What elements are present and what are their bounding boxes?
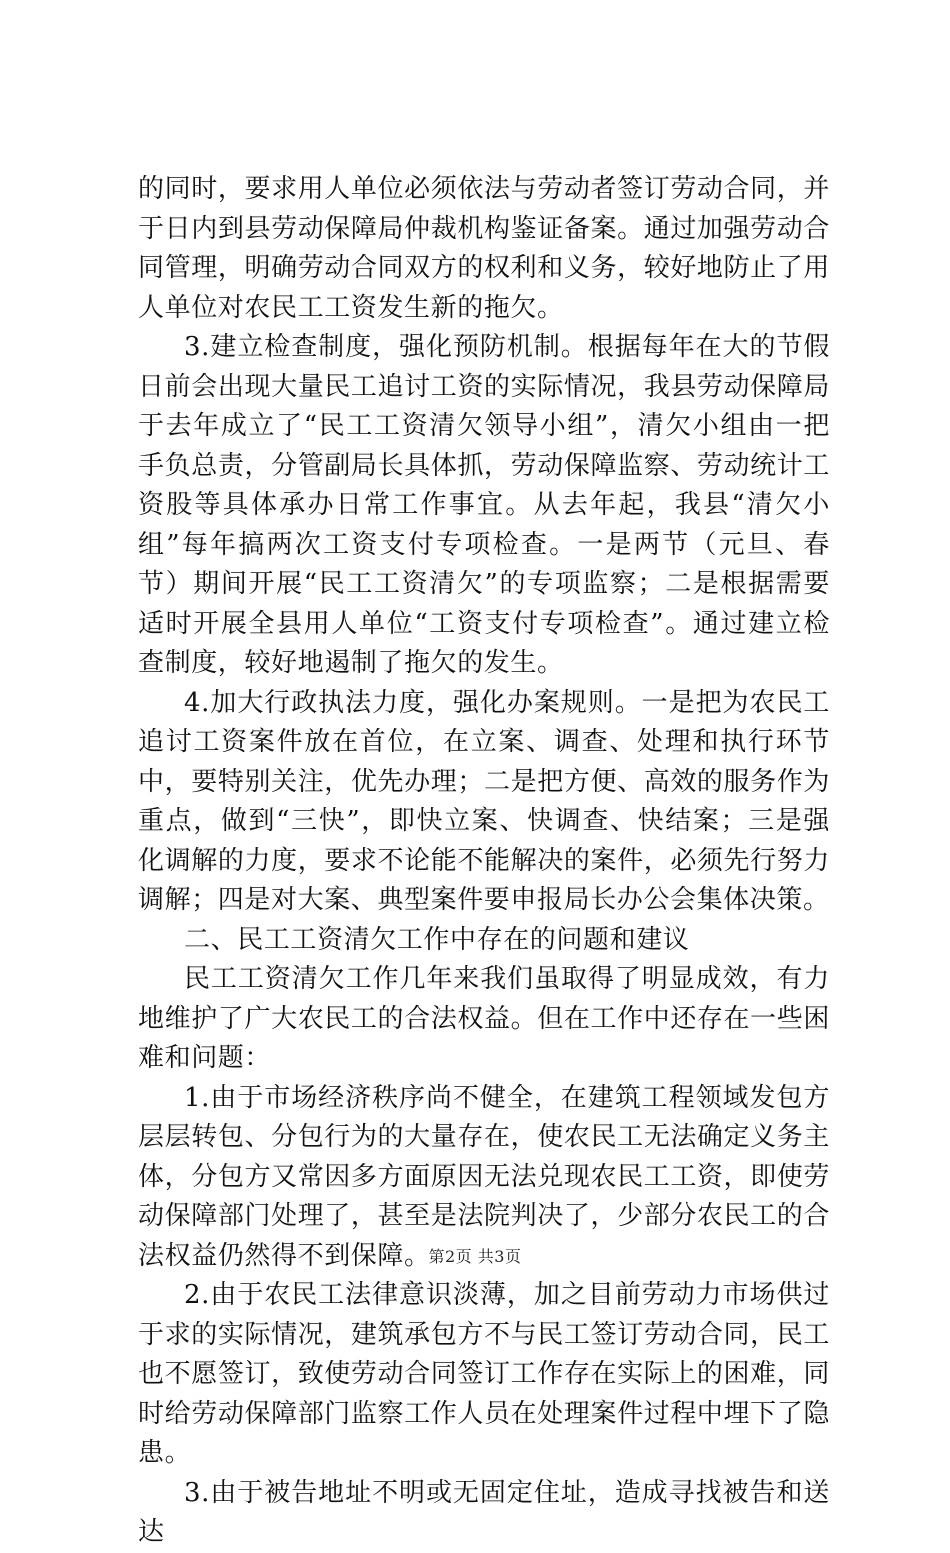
- paragraph-problems-intro: 民工工资清欠工作几年来我们虽取得了明显成效，有力地维护了广大农民工的合法权益。但在工作中还存在一些困难和问题：: [138, 964, 830, 1073]
- paragraph-problem-3: 3.由于被告地址不明或无固定住址，造成寻找被告和送达: [138, 1477, 830, 1547]
- paragraph-inspection-system: 3.建立检查制度，强化预防机制。根据每年在大的节假日前会出现大量民工追讨工资的实际情况，我县劳动保障局于去年成立了“民工工资清欠领导小组”，清欠小组由一把手负总责，分管副局长具体抓，劳动保障监察、劳动统计工资股等具体承办日常工作事宜。从去年起，我县“清欠小组”每年搞两次工资支付专项检查。一是两节（元旦、春节）期间开展“民工工资清欠”的专项监察；二是根据需要适时开展全县用人单位“工资支付专项检查”。通过建立检查制度，较好地遏制了拖欠的发生。: [138, 332, 830, 678]
- document-body: [138, 170, 830, 1553]
- paragraph-contract-management: 的同时，要求用人单位必须依法与劳动者签订劳动合同，并于日内到县劳动保障局仲裁机构鉴证备案。通过加强劳动合同管理，明确劳动合同双方的权利和义务，较好地防止了用人单位对农民工工资发生新的拖欠。: [138, 174, 830, 323]
- section-heading-problems: 二、民工工资清欠工作中存在的问题和建议: [184, 924, 690, 955]
- page-number-footer: 第2页 共3页: [428, 1247, 522, 1266]
- paragraph-law-enforcement: 4.加大行政执法力度，强化办案规则。一是把为农民工追讨工资案件放在首位，在立案、调查、处理和执行环节中，要特别关注，优先办理；二是把方便、高效的服务作为重点，做到“三快”，即快立案、快调查、快结案；三是强化调解的力度，要求不论能不能解决的案件，必须先行努力调解；四是对大案、典型案件要申报局长办公会集体决策。: [138, 687, 830, 915]
- paragraph-problem-1: 1.由于市场经济秩序尚不健全，在建筑工程领域发包方层层转包、分包行为的大量存在，使农民工无法确定义务主体，分包方又常因多方面原因无法兑现农民工工资，即使劳动保障部门处理了，甚至是法院判决了，少部分农民工的合法权益仍然得不到保障。: [138, 1082, 830, 1271]
- paragraph-problem-2: 2.由于农民工法律意识淡薄，加之目前劳动力市场供过于求的实际情况，建筑承包方不与民工签订劳动合同，民工也不愿签订，致使劳动合同签订工作存在实际上的困难，同时给劳动保障部门监察工作人员在处理案件过程中埋下了隐患。: [138, 1280, 830, 1468]
